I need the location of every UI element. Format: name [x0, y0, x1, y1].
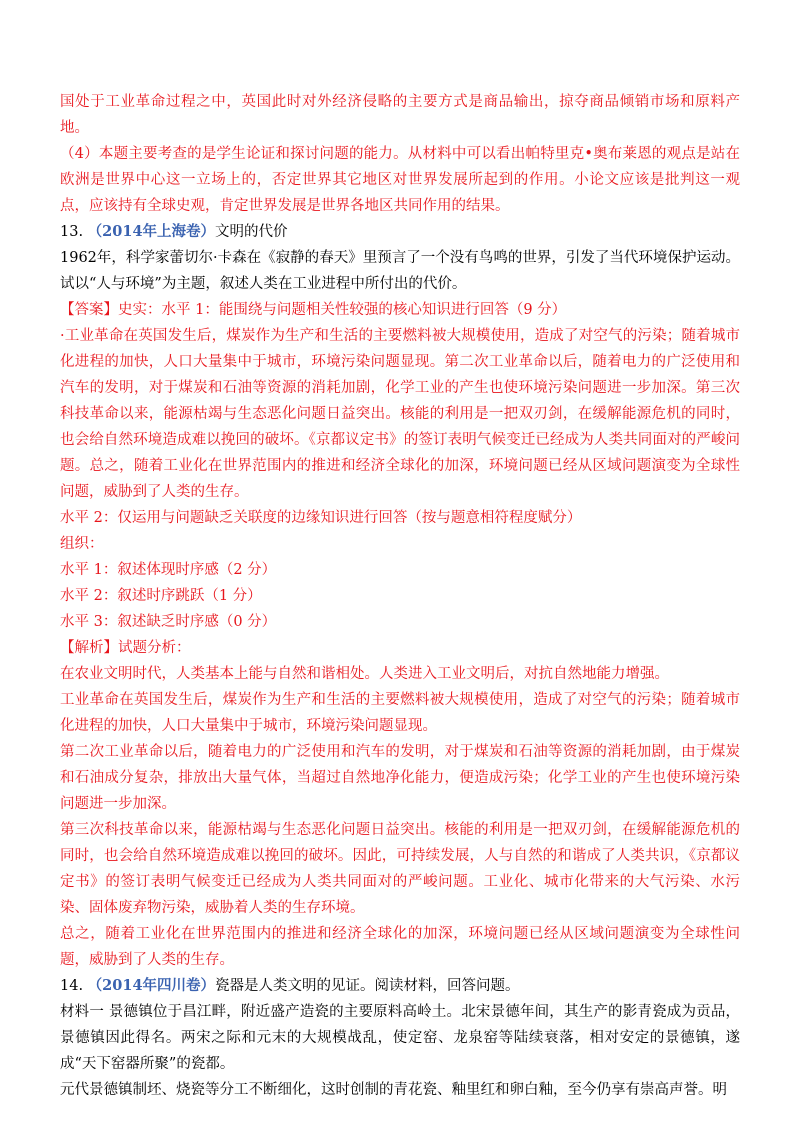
answer-level1: 史实：水平 1：能围绕与问题相关性较强的核心知识进行回答（9 分） — [118, 302, 567, 318]
analysis-subhead: 试题分析： — [118, 640, 191, 656]
organization-level2: 水平 2：叙述时序跳跃（1 分） — [60, 588, 262, 604]
analysis-paragraph-4: 第三次科技革命以来，能源枯竭与生态恶化问题日益突出。核能的利用是一把双刃剑，在缓解能源危机的同时，也会给自然环境造成难以挽回的破坏。因此，可持续发展，人与自然的和谐成了人类共识，《京都议定书》的签订表明气候变迁已经成为人类共同面对的严峻问题。工业化、城市化带来的大气污染、水污染、固体废弃物污染，威胁着人类的生存环境。 — [60, 822, 740, 916]
prev-answer-paragraph: 国处于工业革命过程之中，英国此时对外经济侵略的主要方式是商品输出，掠夺商品倾销市场和原料产地。 — [60, 94, 740, 136]
answer-body: ·工业革命在英国发生后，煤炭作为生产和生活的主要燃料被大规模使用，造成了对空气的污染；随着城市化进程的加快，人口大量集中于城市，环境污染问题显现。第二次工业革命以后，随着电力的广泛使用和汽车的发明，对于煤炭和石油等资源的消耗加剧，化学工业的产生也使环境污染问题进一步加深。第三次科技革命以来，能源枯竭与生态恶化问题日益突出。核能的利用是一把双刃剑，在缓解能源危机的同时，也会给自然环境造成难以挽回的破坏。《京都议定书》的签订表明气候变迁已经成为人类共同面对的严峻问题。总之，随着工业化在世界范围内的推进和经济全球化的加深，环境问题已经从区域问题演变为全球性问题，威胁到了人类的生存。 — [60, 328, 740, 500]
prev-answer-part4: （4）本题主要考查的是学生论证和探讨问题的能力。从材料中可以看出帕特里克•奥布莱恩的观点是站在欧洲是世界中心这一立场上的，否定世界其它地区对世界发展所起到的作用。小论文应该是批判这一观点，应该持有全球史观，肯定世界发展是世界各地区共同作用的结果。 — [60, 146, 740, 214]
answer-tag: 【答案】 — [60, 302, 118, 318]
material-1: 材料一 景德镇位于昌江畔，附近盛产造瓷的主要原料高岭土。北宋景德年间，其生产的影青瓷成为贡品，景德镇因此得名。两宋之际和元末的大规模战乱，使定窑、龙泉窑等陆续衰落，相对安定的景德镇，遂成“天下窑器所聚”的瓷都。 — [60, 1004, 740, 1072]
material-1-continued: 元代景德镇制坯、烧瓷等分工不断细化，这时创制的青花瓷、釉里红和卵白釉，至今仍享有崇高声誉。明 — [60, 1082, 727, 1098]
question-13-header — [60, 219, 740, 245]
analysis-paragraph-2: 工业革命在英国发生后，煤炭作为生产和生活的主要燃料被大规模使用，造成了对空气的污染；随着城市化进程的加快，人口大量集中于城市，环境污染问题显现。 — [60, 692, 740, 734]
question-14-header — [60, 973, 740, 999]
question-number: 13. — [60, 224, 84, 240]
analysis-heading — [60, 635, 740, 661]
organization-heading: 组织： — [60, 536, 104, 552]
question-source: （2014年四川卷） — [87, 977, 216, 994]
organization-level1: 水平 1：叙述体现时序感（2 分） — [60, 562, 277, 578]
answer-heading — [60, 297, 740, 323]
organization-level3: 水平 3：叙述缺乏时序感（0 分） — [60, 614, 277, 630]
analysis-paragraph-1: 在农业文明时代，人类基本上能与自然和谐相处。人类进入工业文明后，对抗自然地能力增强。 — [60, 666, 669, 682]
question-title: 瓷器是人类文明的见证。阅读材料，回答问题。 — [215, 978, 520, 994]
question-title: 文明的代价 — [215, 224, 288, 240]
document-content — [60, 89, 740, 1103]
question-source: （2014年上海卷） — [87, 223, 216, 240]
answer-level2: 水平 2：仅运用与问题缺乏关联度的边缘知识进行回答（按与题意相符程度赋分） — [60, 510, 582, 526]
question-number: 14. — [60, 978, 84, 994]
analysis-tag: 【解析】 — [60, 640, 118, 656]
analysis-paragraph-5: 总之，随着工业化在世界范围内的推进和经济全球化的加深，环境问题已经从区域问题演变为全球性问题，威胁到了人类的生存。 — [60, 926, 740, 968]
question-13-stem: 1962年，科学家蕾切尔·卡森在《寂静的春天》里预言了一个没有鸟鸣的世界，引发了当代环境保护运动。试以“人与环境”为主题，叙述人类在工业进程中所付出的代价。 — [60, 250, 740, 292]
analysis-paragraph-3: 第二次工业革命以后，随着电力的广泛使用和汽车的发明，对于煤炭和石油等资源的消耗加剧，由于煤炭和石油成分复杂，排放出大量气体，当超过自然地净化能力，便造成污染；化学工业的产生也使环境污染问题进一步加深。 — [60, 744, 740, 812]
